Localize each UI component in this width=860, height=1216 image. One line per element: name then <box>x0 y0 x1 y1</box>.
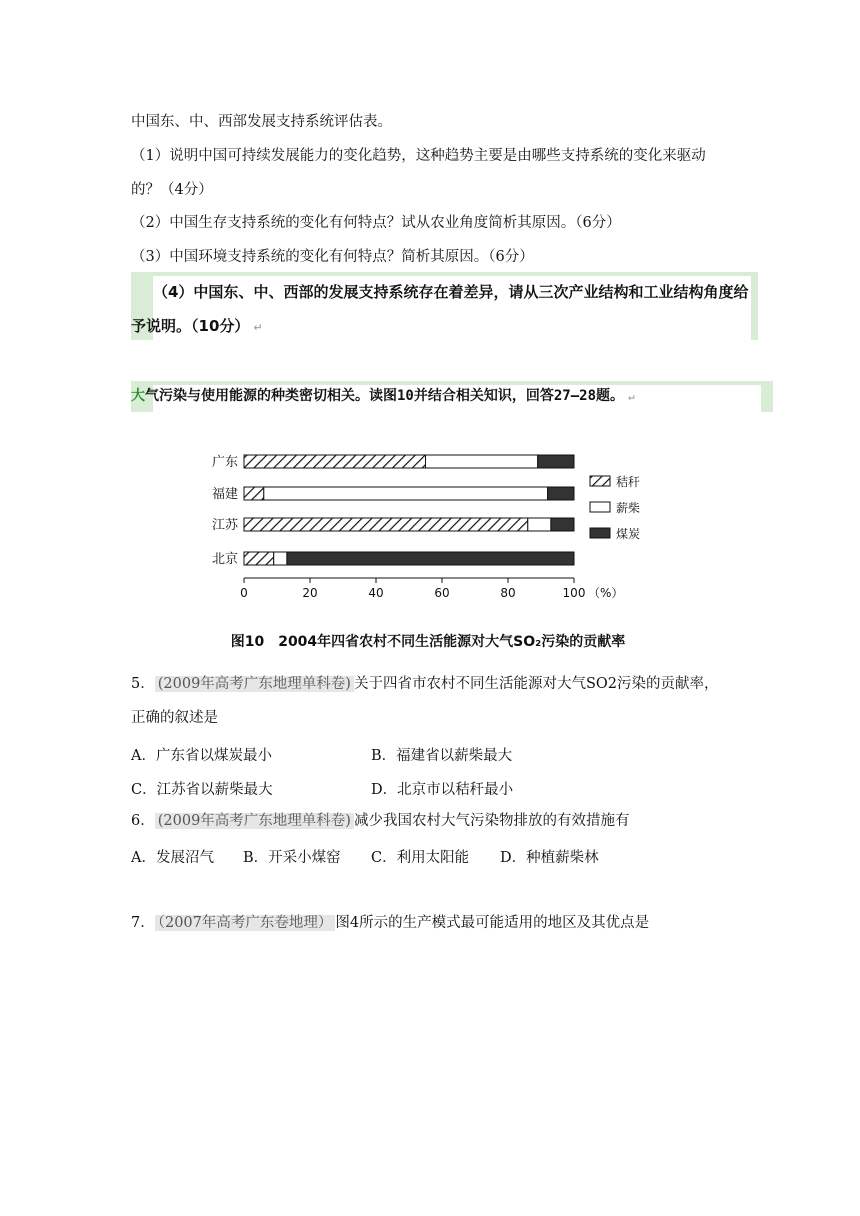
question-4-band <box>131 272 758 340</box>
x-tick-label: 80 <box>500 586 516 600</box>
bar-segment-秸秆 <box>244 552 274 565</box>
question-4-line-1: （4）中国东、中、西部的发展支持系统存在着差异，请从三次产业结构和工业结构角度给 <box>153 283 749 301</box>
question-intro: 中国东、中、西部发展支持系统评估表。 <box>131 114 392 130</box>
legend-label: 秸秆 <box>616 475 641 489</box>
x-tick-label: 60 <box>434 586 450 600</box>
bar-segment-薪柴 <box>528 518 551 531</box>
question-1-line-1: （1）说明中国可持续发展能力的变化趋势，这种趋势主要是由哪些支持系统的变化来驱动 <box>131 148 706 164</box>
section-lead: 大气污染与使用能源的种类密切相关。读图10并结合相关知识，回答27–28题。 ↵ <box>131 388 635 404</box>
q6-option-a: A．发展沼气 <box>131 850 214 866</box>
chart-title: 图10 2004年四省农村不同生活能源对大气SO₂污染的贡献率 <box>230 634 626 650</box>
legend-swatch-薪柴 <box>590 502 610 512</box>
bar-segment-秸秆 <box>244 487 264 500</box>
bar-segment-薪柴 <box>274 552 287 565</box>
bar-segment-煤炭 <box>538 455 574 468</box>
q6-option-d: D．种植薪柴林 <box>500 850 599 866</box>
question-5-line-1: 5． (2009年高考广东地理单科卷) 关于四省市农村不同生活能源对大气SO2污染的贡献率， <box>131 676 719 692</box>
legend-label: 薪柴 <box>616 501 641 515</box>
q5-option-a: A．广东省以煤炭最小 <box>131 748 272 764</box>
legend-label: 煤炭 <box>616 527 641 541</box>
question-3: （3）中国环境支持系统的变化有何特点？简析其原因。（6分） <box>131 249 534 265</box>
question-7-source: （2007年高考广东卷地理） <box>155 915 336 931</box>
question-6: 6． (2009年高考广东地理单科卷) 减少我国农村大气污染物排放的有效措施有 <box>131 813 630 829</box>
bar-segment-秸秆 <box>244 518 528 531</box>
x-tick-label: 20 <box>302 586 318 600</box>
question-7: 7． （2007年高考广东卷地理） 图4所示的生产模式最可能适用的地区及其优点是 <box>131 915 650 931</box>
bar-segment-薪柴 <box>426 455 538 468</box>
category-label: 北京 <box>211 552 238 567</box>
bar-segment-秸秆 <box>244 455 426 468</box>
x-tick-label: 100 <box>562 586 586 600</box>
legend-swatch-煤炭 <box>590 528 610 538</box>
question-2: （2）中国生存支持系统的变化有何特点？试从农业角度简析其原因。（6分） <box>131 215 621 231</box>
category-label: 福建 <box>211 487 238 502</box>
question-1-line-2: 的？（4分） <box>131 182 213 198</box>
category-label: 广东 <box>211 455 238 470</box>
x-tick-label: 40 <box>368 586 384 600</box>
q6-option-b: B．开采小煤窑 <box>243 850 341 866</box>
question-4-line-2: 予说明。（10分） ↵ <box>131 317 263 335</box>
q5-option-d: D．北京市以秸秆最小 <box>371 782 514 798</box>
bar-segment-煤炭 <box>551 518 574 531</box>
section-lead-band <box>131 381 773 412</box>
bar-segment-薪柴 <box>264 487 548 500</box>
bar-segment-煤炭 <box>548 487 574 500</box>
question-5-source: (2009年高考广东地理单科卷) <box>155 676 354 692</box>
q6-option-c: C．利用太阳能 <box>371 850 470 866</box>
q5-option-c: C．江苏省以薪柴最大 <box>131 782 273 798</box>
question-5-line-2: 正确的叙述是 <box>131 710 218 726</box>
bar-segment-煤炭 <box>287 552 574 565</box>
x-tick-label: 0 <box>240 586 248 600</box>
legend-swatch-秸秆 <box>590 476 610 486</box>
q5-option-b: B．福建省以薪柴最大 <box>371 748 513 764</box>
x-axis-unit: （%） <box>588 586 624 600</box>
energy-so2-chart <box>190 432 670 654</box>
category-label: 江苏 <box>211 518 238 533</box>
question-6-source: (2009年高考广东地理单科卷) <box>155 813 354 829</box>
